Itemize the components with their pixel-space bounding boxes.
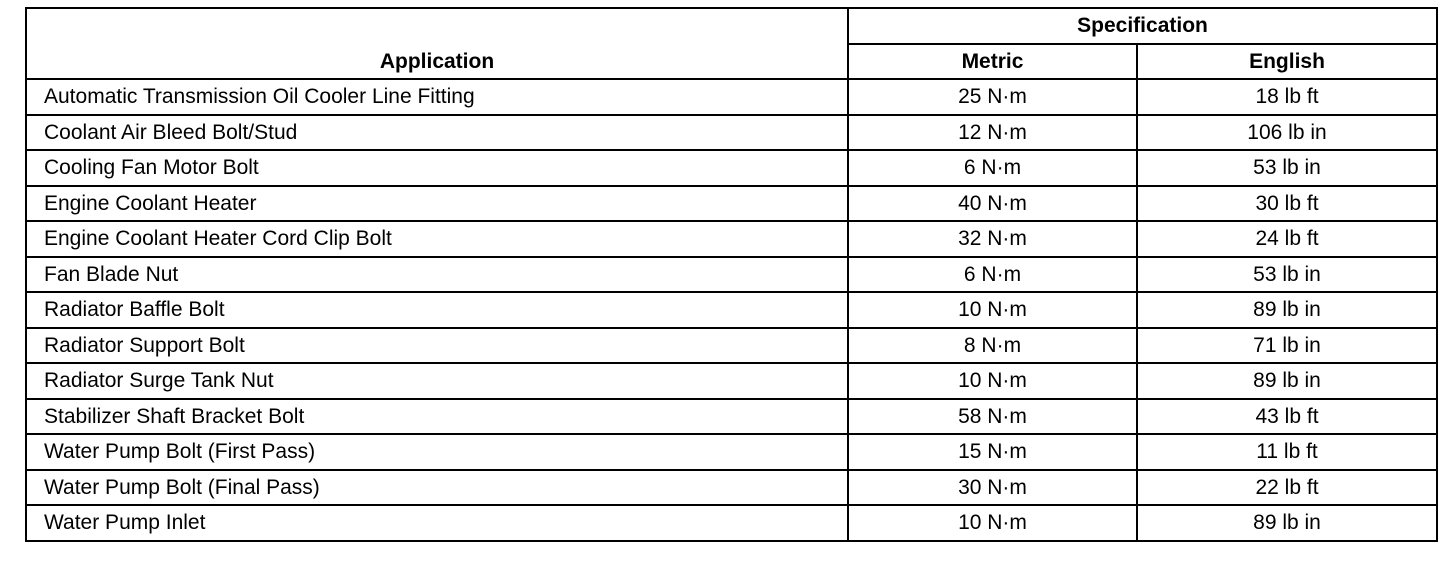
metric-header: Metric	[848, 44, 1137, 80]
metric-cell: 8 N·m	[848, 328, 1137, 364]
metric-cell: 40 N·m	[848, 186, 1137, 222]
english-cell: 89 lb in	[1137, 505, 1437, 541]
table-row	[26, 257, 1437, 293]
application-cell: Fan Blade Nut	[26, 257, 848, 293]
metric-cell: 10 N·m	[848, 505, 1137, 541]
english-cell: 30 lb ft	[1137, 186, 1437, 222]
english-cell: 22 lb ft	[1137, 470, 1437, 506]
table-row	[26, 79, 1437, 115]
application-header: Application	[26, 8, 848, 79]
application-cell: Engine Coolant Heater Cord Clip Bolt	[26, 221, 848, 257]
table-row	[26, 221, 1437, 257]
metric-cell: 15 N·m	[848, 434, 1137, 470]
english-cell: 18 lb ft	[1137, 79, 1437, 115]
application-cell: Stabilizer Shaft Bracket Bolt	[26, 399, 848, 435]
application-cell: Coolant Air Bleed Bolt/Stud	[26, 115, 848, 151]
metric-cell: 10 N·m	[848, 292, 1137, 328]
metric-cell: 32 N·m	[848, 221, 1137, 257]
application-cell: Water Pump Bolt (First Pass)	[26, 434, 848, 470]
application-cell: Engine Coolant Heater	[26, 186, 848, 222]
table-row	[26, 505, 1437, 541]
header-row-top	[26, 8, 1437, 44]
english-cell: 106 lb in	[1137, 115, 1437, 151]
english-cell: 71 lb in	[1137, 328, 1437, 364]
english-cell: 53 lb in	[1137, 257, 1437, 293]
application-cell: Radiator Baffle Bolt	[26, 292, 848, 328]
table-row	[26, 186, 1437, 222]
metric-cell: 58 N·m	[848, 399, 1137, 435]
application-cell: Radiator Surge Tank Nut	[26, 363, 848, 399]
table-body	[26, 79, 1437, 541]
english-cell: 11 lb ft	[1137, 434, 1437, 470]
english-cell: 53 lb in	[1137, 150, 1437, 186]
application-cell: Cooling Fan Motor Bolt	[26, 150, 848, 186]
metric-cell: 10 N·m	[848, 363, 1137, 399]
torque-spec-table	[25, 7, 1438, 542]
metric-cell: 12 N·m	[848, 115, 1137, 151]
english-cell: 89 lb in	[1137, 292, 1437, 328]
table-row	[26, 115, 1437, 151]
metric-cell: 25 N·m	[848, 79, 1137, 115]
english-cell: 89 lb in	[1137, 363, 1437, 399]
table-row	[26, 399, 1437, 435]
metric-cell: 6 N·m	[848, 257, 1137, 293]
table-row	[26, 150, 1437, 186]
application-cell: Water Pump Bolt (Final Pass)	[26, 470, 848, 506]
application-cell: Water Pump Inlet	[26, 505, 848, 541]
table-header	[26, 8, 1437, 79]
application-cell: Radiator Support Bolt	[26, 328, 848, 364]
specification-header: Specification	[848, 8, 1437, 44]
table-row	[26, 363, 1437, 399]
english-cell: 24 lb ft	[1137, 221, 1437, 257]
table-row	[26, 292, 1437, 328]
table-row	[26, 328, 1437, 364]
english-header: English	[1137, 44, 1437, 80]
table-row	[26, 434, 1437, 470]
table-row	[26, 470, 1437, 506]
application-cell: Automatic Transmission Oil Cooler Line Fitting	[26, 79, 848, 115]
english-cell: 43 lb ft	[1137, 399, 1437, 435]
metric-cell: 30 N·m	[848, 470, 1137, 506]
metric-cell: 6 N·m	[848, 150, 1137, 186]
